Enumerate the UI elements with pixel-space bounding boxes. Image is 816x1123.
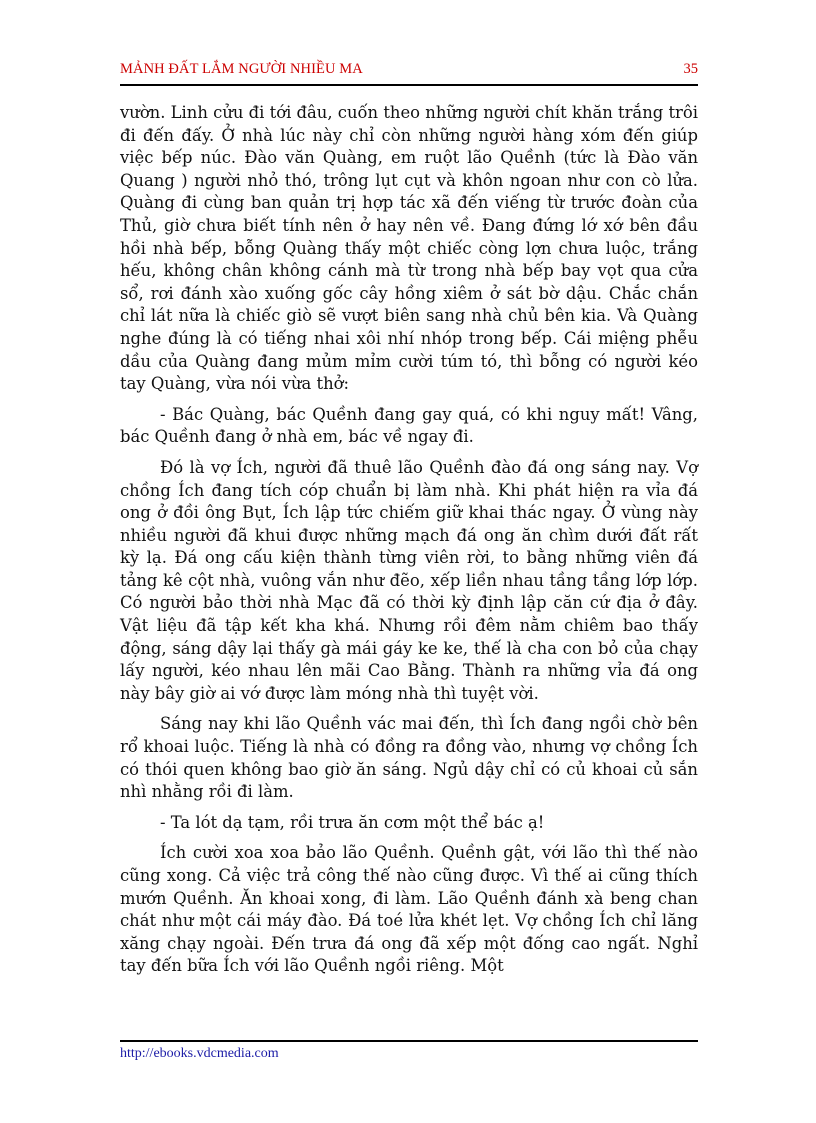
paragraph-6: Ích cười xoa xoa bảo lão Quềnh. Quềnh gật, với lão thì thế nào cũng xong. Cả việc trả công thế nào cũng được. Vì thế ai cũng thích mướn Quềnh. Ăn khoai xong, đi làm. Lão Quềnh đánh xà beng chan chát như một cái máy đào. Đá toé lửa khét lẹt. Vợ chồng Ích chỉ lăng xăng chạy ngoài. Đến trưa đá ong đã xếp một đống cao ngất. Nghỉ tay đến bữa Ích với lão Quềnh ngồi riêng. Một <box>120 843 698 976</box>
paragraph-2: - Bác Quàng, bác Quềnh đang gay quá, có khi nguy mất! Vâng, bác Quềnh đang ở nhà em, bác về ngay đi. <box>120 404 698 447</box>
footer-url-link[interactable]: http://ebooks.vdcmedia.com <box>120 1046 279 1061</box>
paragraph-1: vườn. Linh cửu đi tới đâu, cuốn theo những người chít khăn trắng trôi đi đến đấy. Ở nhà lúc này chỉ còn những người hàng xóm đến giúp việc bếp núc. Đào văn Quàng, em ruột lão Quềnh (tức là Đào văn Quang ) người nhỏ thó, trông lụt cụt và khôn ngoan như con cò lửa. Quàng đi cùng ban quản trị hợp tác xã đến viếng từ trước đoàn của Thủ, giờ chưa biết tính nên ở hay nên về. Đang đứng lớ xớ bên đầu hồi nhà bếp, bỗng Quàng thấy một chiếc còng lợn chưa luộc, trắng hếu, không chân không cánh mà từ trong nhà bếp bay vọt qua cửa sổ, rơi đánh xào xuống gốc cây hồng xiêm ở sát bờ dậu. Chắc chắn chỉ lát nữa là chiếc giò sẽ vượt biên sang nhà chủ bên kia. Và Quàng nghe đúng là có tiếng nhai xôi nhí nhóp trong bếp. Cái miệng phễu dầu của Quàng đang mủm mỉm cười túm tó, thì bỗng có người kéo tay Quàng, vừa nói vừa thở: <box>120 103 698 394</box>
paragraph-4: Sáng nay khi lão Quềnh vác mai đến, thì Ích đang ngồi chờ bên rổ khoai luộc. Tiếng là nhà có đồng ra đồng vào, nhưng vợ chồng Ích có thói quen không bao giờ ăn sáng. Ngủ dậy chỉ có củ khoai củ sắn nhì nhằng rồi đi làm. <box>120 714 698 802</box>
page-number: 35 <box>683 61 698 77</box>
running-header <box>120 58 698 86</box>
book-title: MẢNH ĐẤT LẮM NGƯỜI NHIỀU MA <box>120 61 363 77</box>
page-body <box>120 102 698 986</box>
paragraph-5: - Ta lót dạ tạm, rồi trưa ăn cơm một thể bác ạ! <box>160 812 545 832</box>
paragraph-3: Đó là vợ Ích, người đã thuê lão Quềnh đào đá ong sáng nay. Vợ chồng Ích đang tích cóp chuẩn bị làm nhà. Khi phát hiện ra vỉa đá ong ở đồi ông Bụt, Ích lập tức chiếm giữ khai thác ngay. Ở vùng này nhiều người đã khui được những mạch đá ong ăn chìm dưới đất rất kỳ lạ. Đá ong cấu kiện thành từng viên rời, to bằng những viên đá tảng kê cột nhà, vuông vắn như đẽo, xếp liền nhau tầng tầng lớp lớp. Có người bảo thời nhà Mạc đã có thời kỳ định lập căn cứ địa ở đây. Vật liệu đã tập kết kha khá. Nhưng rồi đêm nằm chiêm bao thấy động, sáng dậy lại thấy gà mái gáy ke ke, thế là cha con bỏ của chạy lấy người, kéo nhau lên mãi Cao Bằng. Thành ra những vỉa đá ong này bây giờ ai vớ được làm móng nhà thì tuyệt vời. <box>120 457 698 703</box>
footer-divider <box>120 1040 698 1042</box>
